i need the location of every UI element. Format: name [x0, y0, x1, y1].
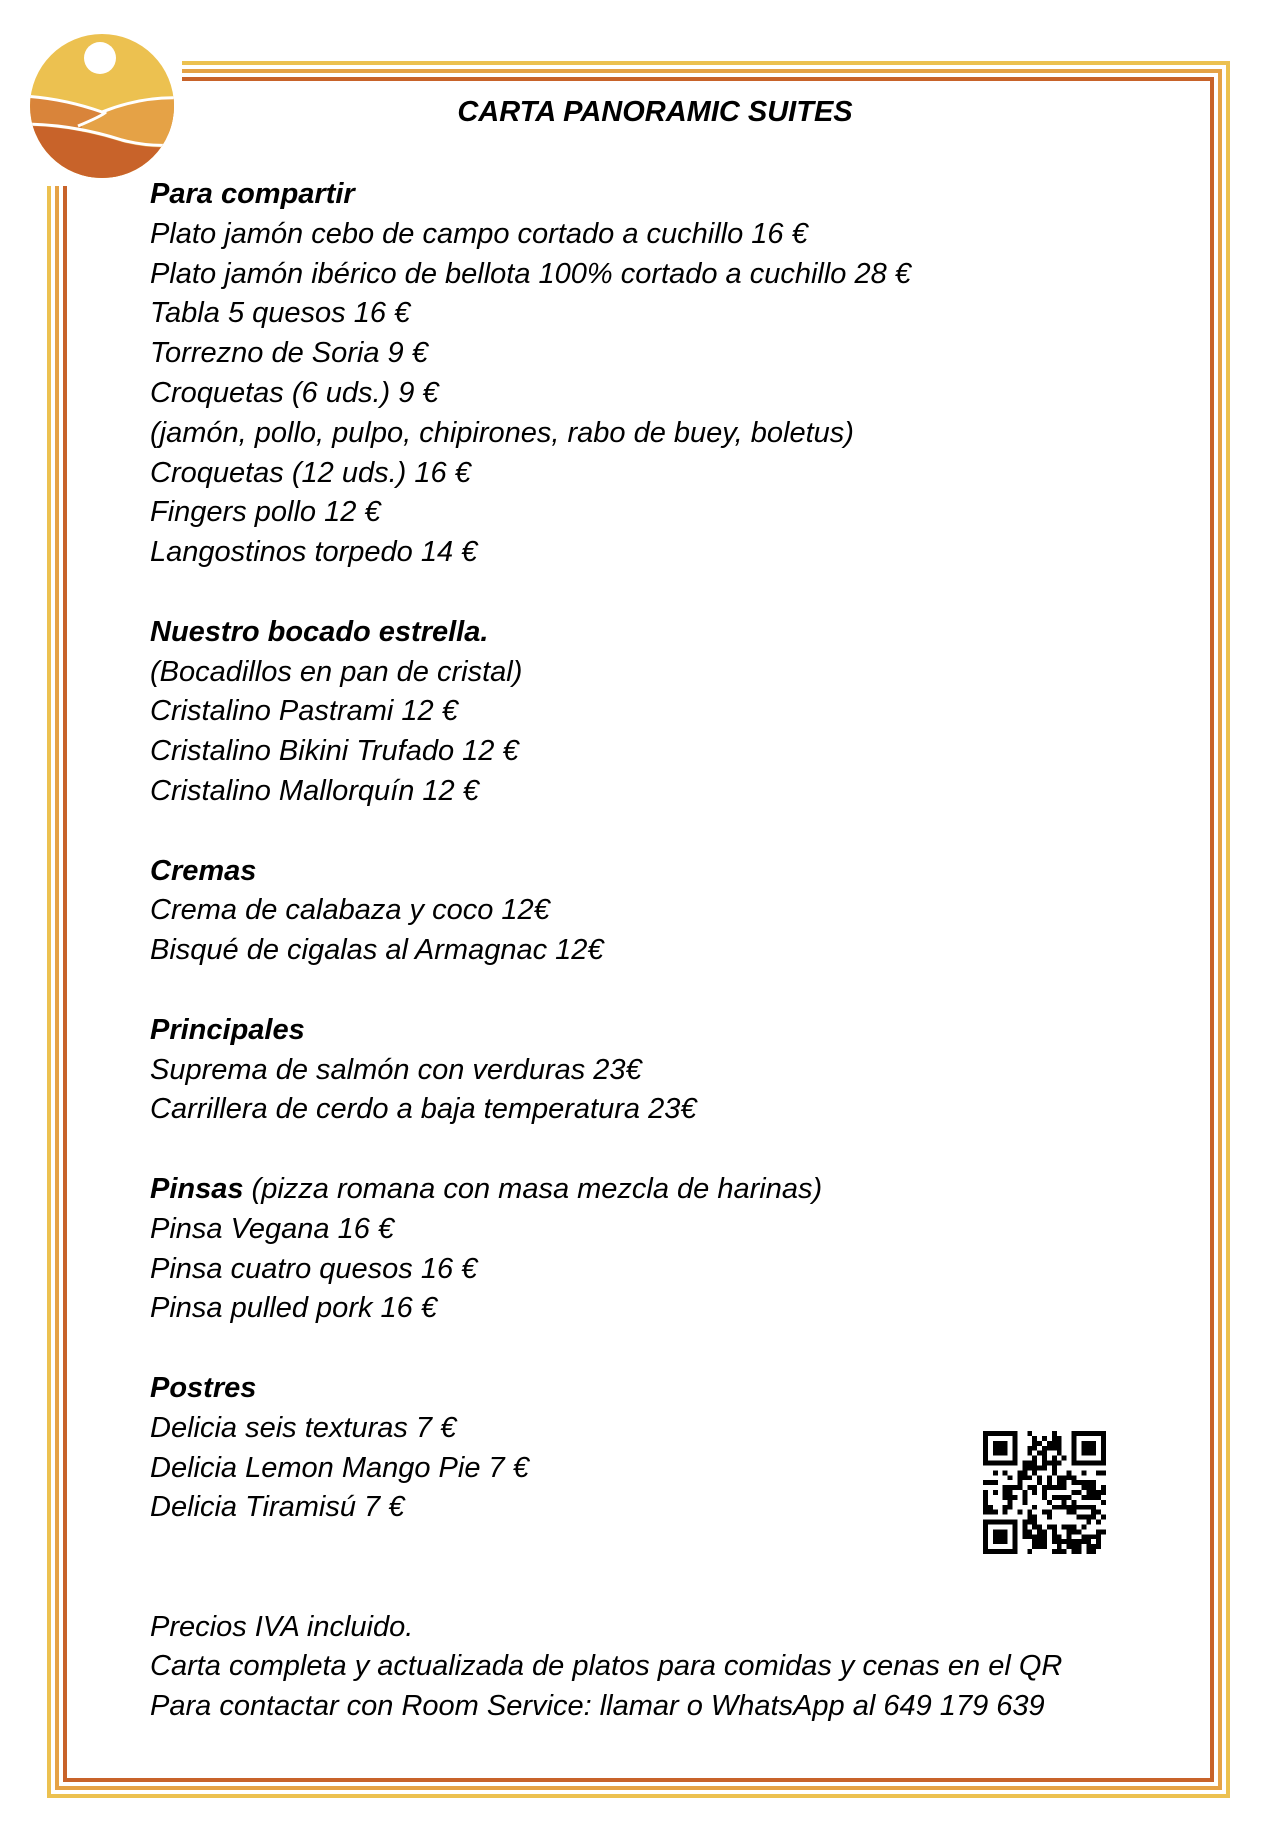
menu-item: Croquetas (6 uds.) 9 € — [150, 376, 439, 409]
page-title: CARTA PANORAMIC SUITES — [457, 96, 853, 128]
section-heading: Principales — [150, 1013, 305, 1046]
section-heading: Para compartir — [150, 178, 355, 210]
footer-note: Carta completa y actualizada de platos para comidas y cenas en el QR — [150, 1650, 1063, 1683]
section-heading: Postres — [150, 1371, 257, 1404]
menu-item: Pinsa cuatro quesos 16 € — [150, 1252, 478, 1285]
section-heading: Nuestro bocado estrella. — [150, 615, 489, 648]
menu-item: Plato jamón ibérico de bellota 100% cortado a cuchillo 28 € — [150, 257, 911, 290]
qr-code-icon[interactable] — [983, 1431, 1106, 1554]
menu-item: Croquetas (12 uds.) 16 € — [150, 456, 471, 489]
footer-contact: Para contactar con Room Service: llamar o WhatsApp al 649 179 639 — [150, 1690, 1045, 1723]
footer-note: Precios IVA incluido. — [150, 1610, 414, 1643]
menu-item-note: (Bocadillos en pan de cristal) — [150, 655, 523, 688]
menu-item: Cristalino Pastrami 12 € — [150, 695, 458, 728]
menu-item: Pinsa Vegana 16 € — [150, 1212, 395, 1245]
menu-item: Tabla 5 quesos 16 € — [150, 297, 411, 330]
menu-item: Torrezno de Soria 9 € — [150, 337, 428, 370]
section-subheading: (pizza romana con masa mezcla de harinas) — [243, 1172, 823, 1205]
menu-item-note: (jamón, pollo, pulpo, chipirones, rabo de buey, boletus) — [150, 416, 854, 449]
menu-item: Fingers pollo 12 € — [150, 496, 381, 529]
menu-item: Delicia Lemon Mango Pie 7 € — [150, 1451, 529, 1484]
menu-item: Crema de calabaza y coco 12€ — [150, 894, 550, 927]
menu-item: Bisqué de cigalas al Armagnac 12€ — [150, 934, 604, 967]
menu-item: Suprema de salmón con verduras 23€ — [150, 1053, 642, 1086]
section-heading: Cremas — [150, 854, 257, 887]
menu-item: Delicia Tiramisú 7 € — [150, 1491, 405, 1524]
menu-item: Langostinos torpedo 14 € — [150, 536, 478, 569]
menu-item: Cristalino Mallorquín 12 € — [150, 774, 479, 807]
menu-list — [150, 175, 1062, 1727]
menu-item: Cristalino Bikini Trufado 12 € — [150, 735, 519, 768]
menu-item: Carrillera de cerdo a baja temperatura 23€ — [150, 1093, 697, 1126]
section-heading: Pinsas — [150, 1172, 244, 1205]
menu-item: Delicia seis texturas 7 € — [150, 1411, 457, 1444]
menu-item: Plato jamón cebo de campo cortado a cuchillo 16 € — [150, 217, 808, 250]
menu-item: Pinsa pulled pork 16 € — [150, 1292, 437, 1325]
